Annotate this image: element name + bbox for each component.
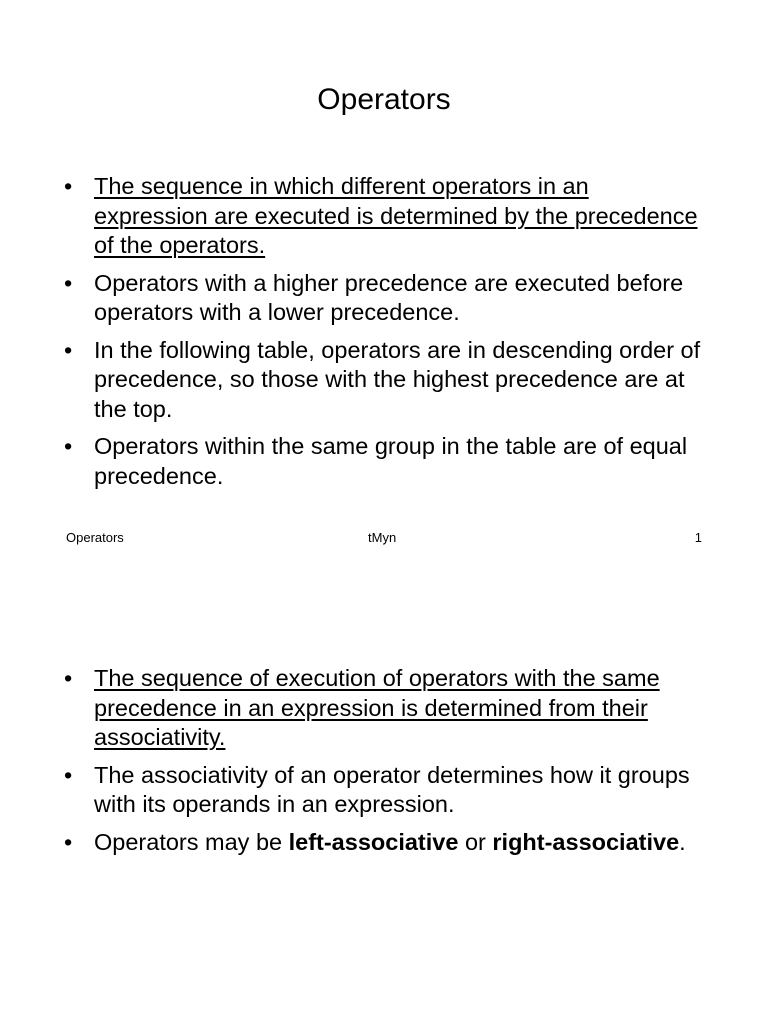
bullet-item	[64, 828, 704, 858]
bullet-text: Operators with a higher precedence are executed before operators with a lower precedence.	[94, 269, 684, 325]
bullet-text: The associativity of an operator determines how it groups with its operands in an expression.	[94, 761, 690, 817]
slide-title: Operators	[317, 83, 451, 116]
bullet-text: The sequence of execution of operators with the same precedence in an expression is determined from their associativity.	[94, 665, 660, 750]
bullet-text: In the following table, operators are in descending order of precedence, so those with the highest precedence are at the top.	[94, 336, 701, 422]
term-right-associative: right-associative	[492, 828, 680, 855]
bullet-dot: •	[64, 665, 73, 691]
bullet-item	[64, 761, 704, 820]
footer-page-number: 1	[694, 530, 702, 545]
bullet-list	[64, 172, 704, 499]
footer-title: Operators	[66, 530, 124, 545]
bullet-dot: •	[64, 433, 73, 459]
footer-author: tMyn	[368, 530, 397, 545]
bullet-dot: •	[64, 761, 73, 788]
bullet-text-prefix: Operators may be	[94, 828, 289, 855]
bullet-dot: •	[64, 828, 73, 855]
bullet-dot: •	[64, 173, 73, 199]
bullet-item	[64, 336, 704, 425]
bullet-text-suffix: .	[679, 828, 686, 855]
bullet-text	[94, 829, 686, 855]
bullet-item	[64, 432, 704, 491]
term-left-associative: left-associative	[288, 828, 459, 855]
bullet-text: Operators within the same group in the table are of equal precedence.	[94, 433, 688, 489]
slide-2	[0, 560, 768, 1024]
bullet-item	[64, 664, 704, 753]
bullet-item	[64, 172, 704, 261]
bullet-text-middle: or	[458, 828, 493, 855]
bullet-text: The sequence in which different operators in an expression are executed is determined by the precedence of the operators.	[94, 173, 698, 258]
bullet-list	[64, 664, 704, 865]
bullet-dot: •	[64, 336, 73, 363]
bullet-item	[64, 269, 704, 328]
bullet-dot: •	[64, 269, 73, 296]
slide-footer	[66, 529, 702, 547]
